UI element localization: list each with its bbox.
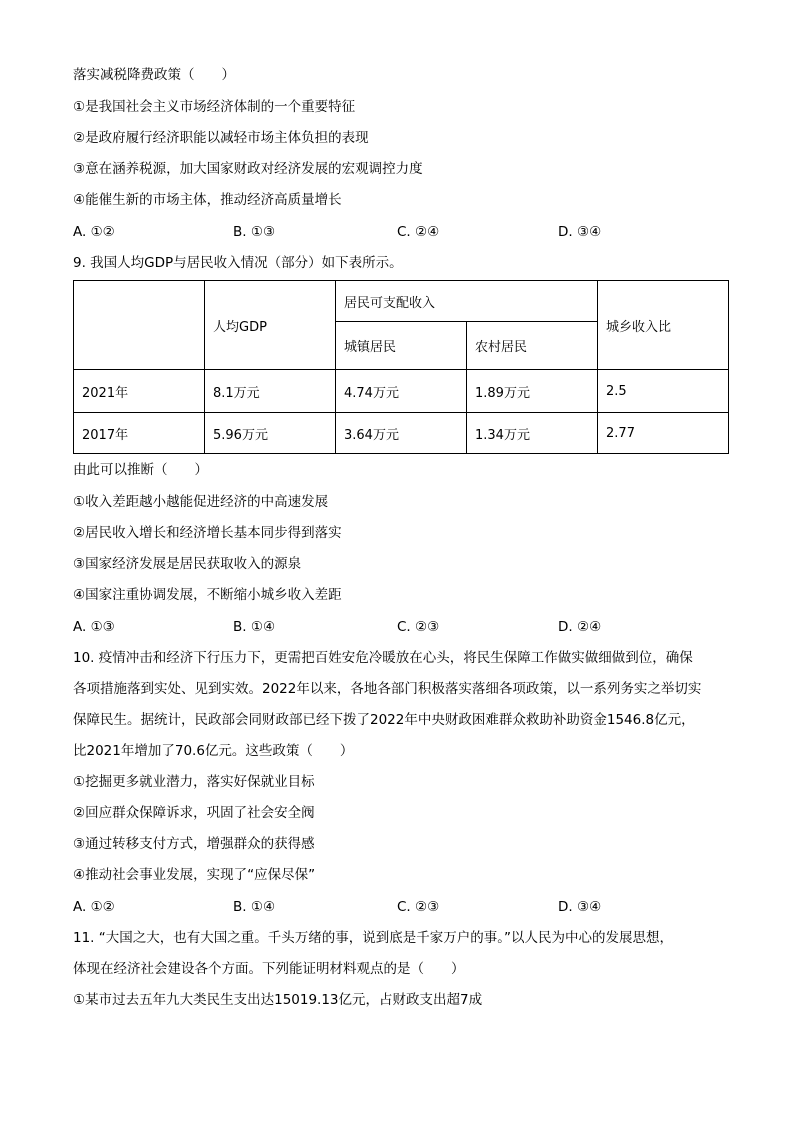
q10-option-c: C. ②③ — [397, 899, 440, 915]
q8-option-a: A. ①② — [73, 224, 115, 240]
header-rural: 农村居民 — [467, 322, 598, 370]
q8-option-c: C. ②④ — [397, 224, 440, 240]
q10-item-4: ④推动社会事业发展，实现了“应保尽保” — [73, 867, 316, 883]
row-ratio: 2.77 — [598, 413, 729, 454]
q11-stem-line-1: 11. “大国之大，也有大国之重。千头万绪的事，说到底是千家万户的事。”以人民为中心的发展思想， — [73, 930, 673, 946]
q9-lead: 由此可以推断（ ） — [73, 462, 208, 478]
table-row — [74, 413, 729, 454]
header-urban: 城镇居民 — [336, 322, 467, 370]
row-ratio: 2.5 — [598, 370, 729, 413]
q8-item-3: ③意在涵养税源，加大国家财政对经济发展的宏观调控力度 — [73, 161, 423, 177]
q10-item-2: ②回应群众保障诉求，巩固了社会安全阀 — [73, 805, 315, 821]
header-disposable-income: 居民可支配收入 — [336, 281, 598, 322]
q9-item-1: ①收入差距越小越能促进经济的中高速发展 — [73, 494, 329, 510]
row-year: 2017年 — [74, 413, 205, 454]
q11-stem-line-2: 体现在经济社会建设各个方面。下列能证明材料观点的是（ ） — [73, 961, 465, 977]
q9-option-a: A. ①③ — [73, 619, 115, 635]
q9-option-b: B. ①④ — [233, 619, 276, 635]
q8-item-4: ④能催生新的市场主体，推动经济高质量增长 — [73, 192, 342, 208]
header-urban-rural-ratio: 城乡收入比 — [598, 281, 729, 370]
q8-item-1: ①是我国社会主义市场经济体制的一个重要特征 — [73, 99, 356, 115]
q10-option-d: D. ③④ — [558, 899, 602, 915]
row-gdp: 8.1万元 — [205, 370, 336, 413]
q11-item-1: ①某市过去五年九大类民生支出达15019.13亿元，占财政支出超7成 — [73, 992, 483, 1008]
q10-stem-line-4: 比2021年增加了70.6亿元。这些政策（ ） — [73, 743, 354, 759]
header-gdp: 人均GDP — [205, 281, 336, 370]
q8-stem: 落实减税降费政策（ ） — [73, 67, 235, 83]
q8-option-b: B. ①③ — [233, 224, 276, 240]
row-rural: 1.34万元 — [467, 413, 598, 454]
q10-option-b: B. ①④ — [233, 899, 276, 915]
q9-stem: 9. 我国人均GDP与居民收入情况（部分）如下表所示。 — [73, 255, 403, 271]
row-rural: 1.89万元 — [467, 370, 598, 413]
q9-option-d: D. ②④ — [558, 619, 602, 635]
q10-stem-line-2: 各项措施落到实处、见到实效。2022年以来，各地各部门积极落实落细各项政策，以一系列务实之举切实 — [73, 681, 702, 697]
q10-stem-line-1: 10. 疫情冲击和经济下行压力下，更需把百姓安危冷暖放在心头，将民生保障工作做实做细做到位，确保 — [73, 650, 693, 666]
q9-option-c: C. ②③ — [397, 619, 440, 635]
q10-item-1: ①挖掘更多就业潜力，落实好保就业目标 — [73, 774, 315, 790]
q10-stem-line-3: 保障民生。据统计，民政部会同财政部已经下拨了2022年中央财政困难群众救助补助资金1546.8亿元， — [73, 712, 695, 728]
q10-item-3: ③通过转移支付方式，增强群众的获得感 — [73, 836, 315, 852]
table-row — [74, 370, 729, 413]
q10-option-a: A. ①② — [73, 899, 115, 915]
q8-option-d: D. ③④ — [558, 224, 602, 240]
income-table — [73, 280, 729, 454]
row-urban: 4.74万元 — [336, 370, 467, 413]
q8-item-2: ②是政府履行经济职能以减轻市场主体负担的表现 — [73, 130, 369, 146]
row-year: 2021年 — [74, 370, 205, 413]
q9-item-2: ②居民收入增长和经济增长基本同步得到落实 — [73, 525, 342, 541]
row-gdp: 5.96万元 — [205, 413, 336, 454]
table-corner-cell — [74, 281, 205, 370]
row-urban: 3.64万元 — [336, 413, 467, 454]
q9-item-3: ③国家经济发展是居民获取收入的源泉 — [73, 556, 302, 572]
q9-item-4: ④国家注重协调发展，不断缩小城乡收入差距 — [73, 587, 342, 603]
